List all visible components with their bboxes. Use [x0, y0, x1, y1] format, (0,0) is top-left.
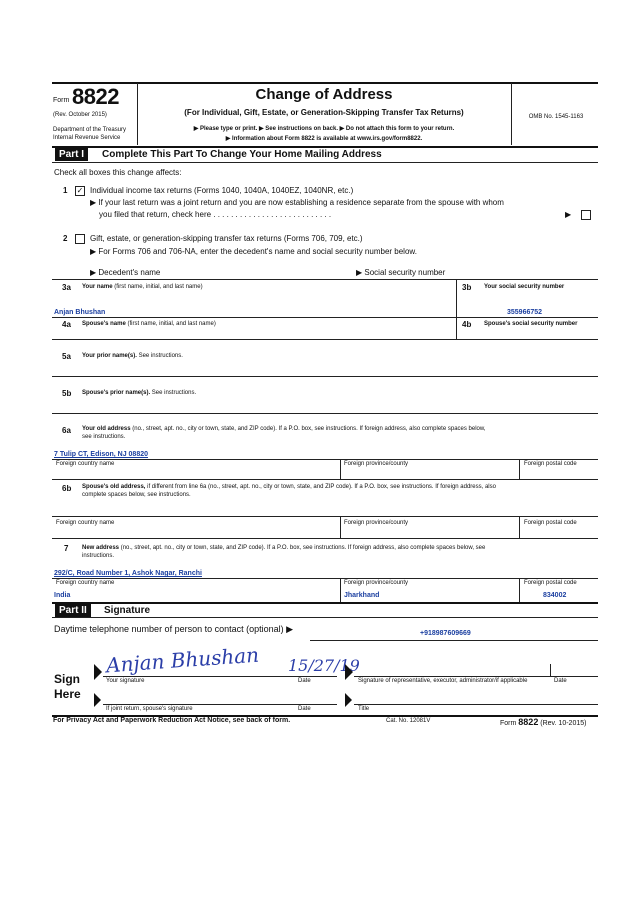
- part1-rule: [52, 146, 598, 148]
- rep-signature-rule: [354, 676, 598, 677]
- signature-rule: [103, 676, 337, 677]
- line-4b-number: 4b: [462, 320, 472, 329]
- line-4a-number: 4a: [62, 320, 71, 329]
- line-3a-hint: (first name, initial, and last name): [114, 284, 203, 290]
- item1-arrow-icon: ▶: [565, 210, 572, 219]
- phone-value[interactable]: +918987609669: [420, 630, 471, 637]
- line-6b-rule: [52, 516, 598, 517]
- revision: (Rev. October 2015): [53, 112, 107, 118]
- item1-joint-checkbox[interactable]: [581, 210, 591, 220]
- line-6a-postal-label: Foreign postal code: [524, 461, 577, 467]
- line-7-postal-label: Foreign postal code: [524, 580, 577, 586]
- joint-date-label: Date: [298, 706, 311, 712]
- line-6b-divider-2: [519, 516, 520, 538]
- line-3a-number: 3a: [62, 283, 71, 292]
- item1-text: Individual income tax returns (Forms 1040, 1040A, 1040EZ, 1040NR, etc.): [90, 186, 354, 195]
- line-6a-divider-1: [340, 459, 341, 479]
- line-6b-country-label: Foreign country name: [56, 520, 115, 526]
- dept-line-2: Internal Revenue Service: [53, 135, 121, 141]
- line-6a-bottom-rule: [52, 479, 598, 480]
- ssn-column-divider: [456, 279, 457, 339]
- footer-rev: (Rev. 10-2015): [540, 720, 587, 727]
- new-postal-value[interactable]: 834002: [543, 592, 567, 599]
- line-6b-number: 6b: [62, 484, 72, 493]
- line-5b-hint: See instructions.: [151, 390, 197, 396]
- line-3-rule: [52, 317, 598, 318]
- rep-sign-arrow-icon: [345, 664, 353, 680]
- line-6a-hint: (no., street, apt. no., city or town, state, and ZIP code). If a P.O. box, see instructions. If foreign address, also complete spaces below,: [132, 426, 486, 432]
- line-3b-label: Your social security number: [484, 284, 565, 290]
- line-4b-label: Spouse's social security number: [484, 321, 578, 327]
- dept-line-1: Department of the Treasury: [53, 127, 127, 133]
- line-3a-label: Your name: [82, 284, 113, 290]
- omb-number: OMB No. 1545-1163: [528, 114, 584, 120]
- item1-sub2: you filed that return, check here . . . . . . . . . . . . . . . . . . . . . . . . . . .: [99, 210, 332, 219]
- line-6a-hint2: see instructions.: [82, 434, 126, 440]
- footer-form-number: 8822: [518, 717, 539, 727]
- top-rule: [52, 82, 598, 84]
- your-ssn-value[interactable]: 355966752: [507, 309, 543, 316]
- line-5b-rule: [52, 413, 598, 414]
- line-6b-hint: if different from line 6a (no., street, apt. no., city or town, state, and ZIP code). If a P.O. box, see instructions. If foreign address, also: [147, 484, 496, 490]
- new-country-value[interactable]: India: [54, 592, 71, 599]
- phone-label: Daytime telephone number of person to contact (optional) ▶: [54, 624, 294, 634]
- new-address-value[interactable]: 292/C, Road Number 1, Ashok Nagar, Ranchi: [54, 570, 202, 577]
- part1-end-rule: [52, 602, 598, 604]
- header-divider-right: [511, 83, 512, 145]
- part2-title: Signature: [104, 605, 151, 616]
- your-name-value[interactable]: Anjan Bhushan: [54, 309, 106, 316]
- new-province-value[interactable]: Jharkhand: [344, 592, 380, 599]
- item2-text: Gift, estate, or generation-skipping transfer tax returns (Forms 706, 709, etc.): [90, 234, 363, 243]
- line-7-hint2: instructions.: [82, 553, 115, 559]
- line-5a-rule: [52, 376, 598, 377]
- sign-label: Sign: [54, 672, 80, 686]
- decedent-rule: [52, 279, 598, 280]
- form-word: Form: [53, 97, 70, 104]
- sign-arrow-icon: [94, 664, 102, 680]
- date-label: Date: [298, 678, 311, 684]
- cat-number: Cat. No. 12081V: [386, 718, 431, 724]
- part1-title: Complete This Part To Change Your Home Mailing Address: [102, 149, 382, 160]
- line-7-divider-2: [519, 578, 520, 602]
- old-address-value[interactable]: 7 Tulip CT, Edison, NJ 08820: [54, 451, 149, 458]
- signature-value[interactable]: Anjan Bhushan: [105, 642, 260, 678]
- privacy-notice: For Privacy Act and Paperwork Reduction Act Notice, see back of form.: [53, 717, 291, 724]
- line-7-rule: [52, 578, 598, 579]
- line-4-rule: [52, 339, 598, 340]
- line-5a-number: 5a: [62, 352, 71, 361]
- part2-title-rule: [52, 617, 598, 618]
- item1-number: 1: [63, 186, 68, 195]
- line-7-country-label: Foreign country name: [56, 580, 115, 586]
- line-4a-label: Spouse's name: [82, 321, 126, 327]
- line-5b-number: 5b: [62, 389, 72, 398]
- rep-date-label: Date: [554, 678, 567, 684]
- rep-signature-label: Signature of representative, executor, administrator/if applicable: [358, 678, 528, 684]
- line-6b-label: Spouse's old address,: [82, 484, 146, 490]
- line-7-province-label: Foreign province/county: [344, 580, 409, 586]
- title-label: Title: [358, 706, 370, 712]
- form-subtitle: (For Individual, Gift, Estate, or Generation-Skipping Transfer Tax Returns): [184, 108, 464, 117]
- item1-sub1: ▶ If your last return was a joint return and you are now establishing a residence separate from the spouse with whom: [90, 198, 504, 207]
- title-arrow-icon: [345, 693, 352, 707]
- item2-number: 2: [63, 234, 68, 243]
- decedent-ssn-label: ▶ Social security number: [356, 268, 446, 277]
- form-title: Change of Address: [255, 86, 393, 103]
- line-6a-number: 6a: [62, 426, 71, 435]
- title-rule: [354, 704, 598, 705]
- check-all-text: Check all boxes this change affects:: [54, 168, 182, 177]
- form-number: 8822: [72, 84, 119, 109]
- line-4a-hint: (first name, initial, and last name): [127, 321, 216, 327]
- line-6a-country-label: Foreign country name: [56, 461, 115, 467]
- part1-badge: Part I: [55, 148, 88, 161]
- line-7-hint: (no., street, apt. no., city or town, state, and ZIP code). If a P.O. box, see instructions. If foreign address, also complete spaces below, see: [120, 545, 486, 551]
- line-6b-bottom-rule: [52, 538, 598, 539]
- instruction-line-1: ▶ Please type or print. ▶ See instructions on back. ▶ Do not attach this form to your return.: [193, 126, 455, 132]
- line-7-divider-1: [340, 578, 341, 602]
- phone-rule: [310, 640, 598, 641]
- line-6a-label: Your old address: [82, 426, 131, 432]
- footer-form-word: Form: [500, 720, 517, 727]
- your-signature-label: Your signature: [106, 678, 145, 684]
- part1-title-rule: [52, 162, 598, 163]
- line-6a-province-label: Foreign province/county: [344, 461, 409, 467]
- instruction-line-2: ▶ Information about Form 8822 is available at www.irs.gov/form8822.: [225, 136, 423, 142]
- part2-badge: Part II: [55, 604, 91, 617]
- line-5b-label: Spouse's prior name(s).: [82, 390, 151, 396]
- rep-date-tick: [550, 664, 551, 676]
- joint-signature-rule: [103, 704, 337, 705]
- item1-checkbox[interactable]: ✓: [76, 186, 84, 195]
- line-6b-postal-label: Foreign postal code: [524, 520, 577, 526]
- header-divider-left: [137, 83, 138, 145]
- item2-checkbox[interactable]: [75, 234, 85, 244]
- item2-sub: ▶ For Forms 706 and 706-NA, enter the decedent's name and social security number below.: [90, 247, 417, 256]
- line-5a-hint: See instructions.: [138, 353, 183, 359]
- line-6a-divider-2: [519, 459, 520, 479]
- line-6b-hint2: complete spaces below, see instructions.: [82, 492, 191, 498]
- line-6b-province-label: Foreign province/county: [344, 520, 409, 526]
- line-3b-number: 3b: [462, 283, 472, 292]
- joint-signature-label: If joint return, spouse's signature: [106, 706, 193, 712]
- line-5a-label: Your prior name(s).: [82, 353, 137, 359]
- signature-date-value[interactable]: 15/27/19: [288, 656, 360, 675]
- here-label: Here: [54, 687, 81, 701]
- line-6a-rule: [52, 459, 598, 460]
- line-7-label: New address: [82, 545, 120, 551]
- decedent-name-label: ▶ Decedent's name: [90, 268, 161, 277]
- line-6b-divider-1: [340, 516, 341, 538]
- line-7-number: 7: [64, 544, 69, 553]
- joint-sign-arrow-icon: [94, 693, 101, 707]
